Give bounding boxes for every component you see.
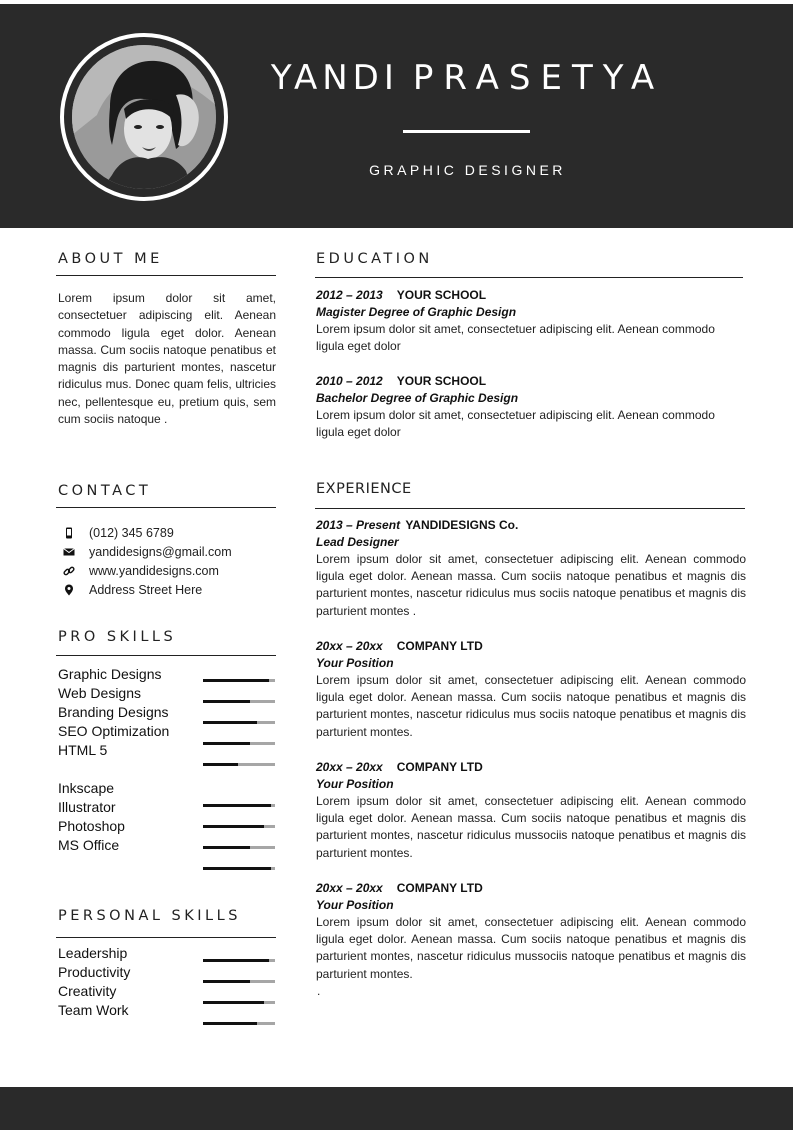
experience-entry bbox=[316, 638, 746, 741]
entry-date: 20xx – 20xx bbox=[316, 760, 383, 774]
candidate-name bbox=[270, 58, 665, 98]
skill-name: MS Office bbox=[58, 837, 120, 853]
skill-bar-fill bbox=[203, 1022, 257, 1025]
resume-footer bbox=[0, 1087, 793, 1130]
contact-email bbox=[62, 543, 232, 562]
personal-skills-title: PERSONAL SKILLS bbox=[58, 908, 241, 924]
entry-date: 20xx – 20xx bbox=[316, 881, 383, 895]
skill-bar-fill bbox=[203, 959, 269, 962]
skill-bar bbox=[203, 825, 275, 828]
contact-website bbox=[62, 562, 232, 581]
experience-entry bbox=[316, 517, 746, 620]
skill-bar-fill bbox=[203, 700, 250, 703]
entry-description: Lorem ipsum dolor sit amet, consectetuer adipiscing elit. Aenean commodo ligula eget dolor. Aenean massa. Cum sociis natoque penatibus et magnis dis parturient montes, nascetur ridiculus mussociis natoque penatibus et magnis dis parturient montes. bbox=[316, 915, 746, 981]
entry-heading bbox=[316, 759, 746, 776]
profile-photo bbox=[72, 45, 216, 189]
skill-name: Photoshop bbox=[58, 818, 125, 834]
education-title: EDUCATION bbox=[316, 251, 433, 267]
skill-bar bbox=[203, 679, 275, 682]
skill-name: SEO Optimization bbox=[58, 723, 170, 739]
entry-role: Your Position bbox=[316, 898, 394, 912]
skill-bar bbox=[203, 846, 275, 849]
contact-phone bbox=[62, 524, 232, 543]
skill-name: Team Work bbox=[58, 1002, 129, 1018]
entry-description: Lorem ipsum dolor sit amet, consectetuer adipiscing elit. Aenean commodo ligula eget dolor. Aenean massa. Cum sociis natoque penatibus et magnis dis parturient montes, nascetur ridiculus mussociis natoque penatibus et magnis dis parturient montes. bbox=[316, 794, 746, 860]
entry-date: 2010 – 2012 bbox=[316, 374, 383, 388]
entry-degree: Bachelor Degree of Graphic Design bbox=[316, 391, 519, 405]
entry-school: YOUR SCHOOL bbox=[396, 374, 487, 388]
pro-skills-rule bbox=[56, 655, 276, 656]
skill-bar-fill bbox=[203, 804, 271, 807]
skill-name: HTML 5 bbox=[58, 742, 108, 758]
entry-date: 20xx – 20xx bbox=[316, 639, 383, 653]
personal-skills-rule bbox=[56, 937, 276, 938]
skill-name: Inkscape bbox=[58, 780, 115, 796]
entry-heading bbox=[316, 517, 746, 534]
entry-school: YOUR SCHOOL bbox=[396, 288, 487, 302]
portrait-image bbox=[72, 45, 216, 189]
skill-bar bbox=[203, 1022, 275, 1025]
skill-bar-fill bbox=[203, 867, 271, 870]
contact-list bbox=[62, 524, 232, 599]
education-entry bbox=[316, 287, 746, 355]
skill-name: Creativity bbox=[58, 983, 117, 999]
first-name: YANDI bbox=[270, 58, 399, 98]
name-divider bbox=[403, 130, 530, 133]
skill-bar-fill bbox=[203, 825, 264, 828]
map-pin-icon bbox=[62, 583, 76, 597]
skill-bar bbox=[203, 763, 275, 766]
resume-header bbox=[0, 4, 793, 228]
entry-company: COMPANY LTD bbox=[396, 760, 483, 774]
entry-date: 2012 – 2013 bbox=[316, 288, 383, 302]
contact-rule bbox=[56, 507, 276, 508]
education-entry bbox=[316, 373, 746, 441]
experience-entry bbox=[316, 880, 746, 983]
skill-name: Illustrator bbox=[58, 799, 116, 815]
skill-bar bbox=[203, 721, 275, 724]
entry-degree: Magister Degree of Graphic Design bbox=[316, 305, 517, 319]
entry-company: COMPANY LTD bbox=[396, 639, 483, 653]
entry-heading bbox=[316, 287, 746, 304]
skill-name: Productivity bbox=[58, 964, 131, 980]
about-rule bbox=[56, 275, 276, 276]
entry-description: Lorem ipsum dolor sit amet, consectetuer adipiscing elit. Aenean commodo ligula eget dolor bbox=[316, 322, 715, 354]
pro-skills-list-design bbox=[58, 665, 169, 760]
skill-bar-fill bbox=[203, 742, 250, 745]
job-title: GRAPHIC DESIGNER bbox=[369, 162, 566, 178]
skill-bar bbox=[203, 1001, 275, 1004]
entry-role: Your Position bbox=[316, 656, 394, 670]
skill-bar-fill bbox=[203, 763, 238, 766]
about-title: ABOUT ME bbox=[58, 251, 163, 267]
personal-skills-list bbox=[58, 944, 130, 1020]
pro-skills-title: PRO SKILLS bbox=[58, 629, 177, 645]
mail-icon bbox=[62, 545, 76, 559]
skill-name: Branding Designs bbox=[58, 704, 169, 720]
contact-title: CONTACT bbox=[58, 483, 152, 499]
skill-bar bbox=[203, 959, 275, 962]
entry-description: Lorem ipsum dolor sit amet, consectetuer adipiscing elit. Aenean commodo ligula eget dolor bbox=[316, 408, 715, 440]
link-icon bbox=[62, 564, 76, 578]
contact-website-text: www.yandidesigns.com bbox=[89, 563, 219, 578]
skill-bar bbox=[203, 700, 275, 703]
contact-address-text: Address Street Here bbox=[89, 582, 203, 597]
entry-company: COMPANY LTD bbox=[396, 881, 483, 895]
skill-name: Web Designs bbox=[58, 685, 142, 701]
entry-company: YANDIDESIGNS Co. bbox=[405, 518, 519, 532]
skill-name: Leadership bbox=[58, 945, 128, 961]
education-rule bbox=[315, 277, 743, 278]
entry-role: Lead Designer bbox=[316, 535, 399, 549]
entry-heading bbox=[316, 638, 746, 655]
skill-bar-fill bbox=[203, 846, 250, 849]
contact-email-text: yandidesigns@gmail.com bbox=[89, 545, 232, 560]
about-text: Lorem ipsum dolor sit amet, consectetuer adipiscing elit. Aenean commodo ligula eget dolor. Aenean massa. Cum sociis natoque penatibus et magnis dis parturient montes, nascetur ridiculus mus. Donec quam felis, ultricies nec, pellentesque eu, pretium quis, sem cum sociis natoque . bbox=[58, 291, 276, 427]
contact-address bbox=[62, 580, 232, 599]
experience-entry bbox=[316, 759, 746, 862]
phone-icon bbox=[62, 526, 76, 540]
profile-photo-frame bbox=[60, 33, 228, 201]
last-name: PRASETYA bbox=[412, 58, 665, 98]
skill-bar bbox=[203, 980, 275, 983]
skill-bar-fill bbox=[203, 679, 269, 682]
entry-heading bbox=[316, 880, 746, 897]
experience-rule bbox=[315, 508, 745, 509]
contact-phone-text: (012) 345 6789 bbox=[89, 526, 174, 541]
entry-date: 2013 – Present bbox=[316, 518, 401, 532]
skill-bar-fill bbox=[203, 980, 250, 983]
trailing-dot: . bbox=[317, 984, 321, 998]
skill-bar-fill bbox=[203, 1001, 264, 1004]
skill-name: Graphic Designs bbox=[58, 666, 162, 682]
skill-bar bbox=[203, 867, 275, 870]
entry-description: Lorem ipsum dolor sit amet, consectetuer adipiscing elit. Aenean commodo ligula eget dolor. Aenean massa. Cum sociis natoque penatibus et magnis dis parturient montes, nascetur ridiculus mus sociis natoque penatibus et magnis dis parturient montes . bbox=[316, 552, 746, 618]
entry-heading bbox=[316, 373, 746, 390]
skill-bar bbox=[203, 742, 275, 745]
entry-description: Lorem ipsum dolor sit amet, consectetuer adipiscing elit. Aenean commodo ligula eget dolor. Aenean massa. Cum sociis natoque penatibus et magnis dis parturient montes, nascetur ridiculus mus sociis natoque penatibus et magnis dis parturient montes. bbox=[316, 673, 746, 739]
skill-bar-fill bbox=[203, 721, 257, 724]
skill-bar bbox=[203, 804, 275, 807]
pro-skills-list-software bbox=[58, 779, 125, 855]
entry-role: Your Position bbox=[316, 777, 394, 791]
experience-title: EXPERIENCE bbox=[316, 481, 412, 497]
